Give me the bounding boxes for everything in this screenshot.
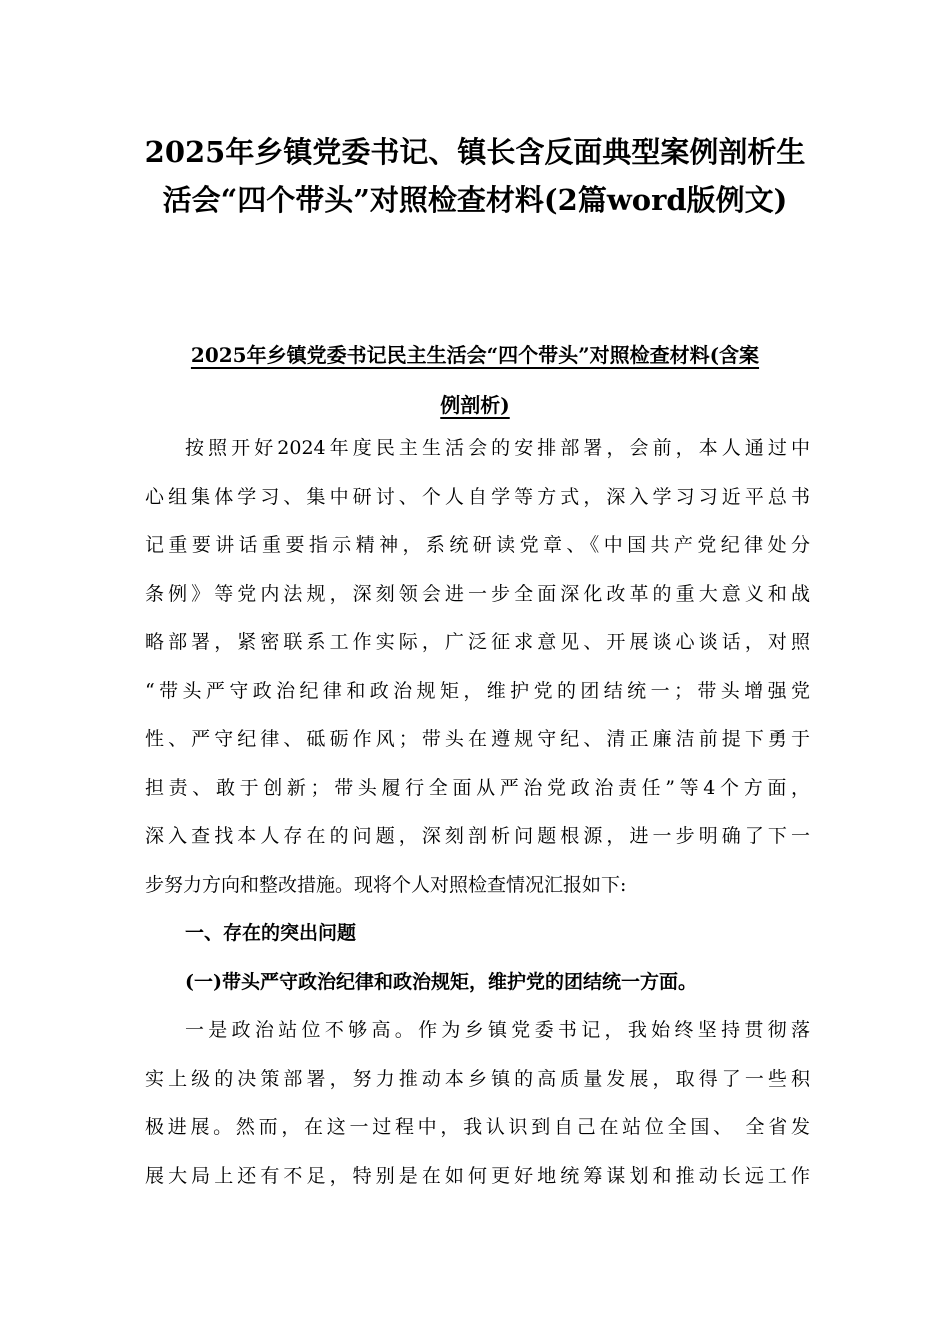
document-title-line-1: 2025年乡镇党委书记、镇长含反面典型案例剖析生 (144, 135, 806, 169)
document-title-line-2: 活会“四个带头”对照检查材料(2篇word版例文) (162, 183, 788, 217)
body-line: 性、严守纪律、砥砺作风；带头在遵规守纪、清正廉洁前提下勇于 (145, 728, 810, 750)
document-body (145, 424, 810, 1200)
subsection-heading: (一)带头严守政治纪律和政治规矩，维护党的团结统一方面。 (185, 970, 697, 993)
section-title (140, 330, 810, 430)
document-title (140, 128, 810, 224)
body-line: 担责、敢于创新；带头履行全面从严治党政治责任”等4个方面， (145, 776, 810, 799)
body-line: 展大局上还有不足，特别是在如何更好地统筹谋划和推动长远工作 (145, 1164, 810, 1187)
body-line: 心组集体学习、集中研讨、个人自学等方式，深入学习习近平总书 (145, 485, 810, 508)
body-line: 实上级的决策部署，努力推动本乡镇的高质量发展，取得了一些积 (145, 1067, 810, 1090)
body-line: 记重要讲话重要指示精神，系统研读党章、《中国共产党纪律处分 (145, 534, 810, 556)
body-line: 极进展。然而，在这一过程中，我认识到自己在站位全国、 全省发 (145, 1116, 810, 1138)
section-title-line-2: 例剖析) (440, 393, 510, 417)
body-line: 按照开好2024年度民主生活会的安排部署，会前，本人通过中 (185, 437, 810, 459)
section-heading: 一、存在的突出问题 (185, 922, 357, 944)
body-line: 步努力方向和整改措施。现将个人对照检查情况汇报如下: (145, 873, 627, 896)
section-title-line-1: 2025年乡镇党委书记民主生活会“四个带头”对照检查材料(含案 (190, 343, 760, 367)
body-line: 一是政治站位不够高。作为乡镇党委书记，我始终坚持贯彻落 (185, 1019, 810, 1041)
body-line: 条例》等党内法规，深刻领会进一步全面深化改革的重大意义和战 (145, 582, 810, 605)
body-line: 略部署，紧密联系工作实际，广泛征求意见、开展谈心谈话，对照 (145, 631, 810, 653)
body-line: 深入查找本人存在的问题，深刻剖析问题根源，进一步明确了下一 (145, 825, 810, 847)
body-line: “带头严守政治纪律和政治规矩，维护党的团结统一；带头增强党 (145, 679, 810, 702)
